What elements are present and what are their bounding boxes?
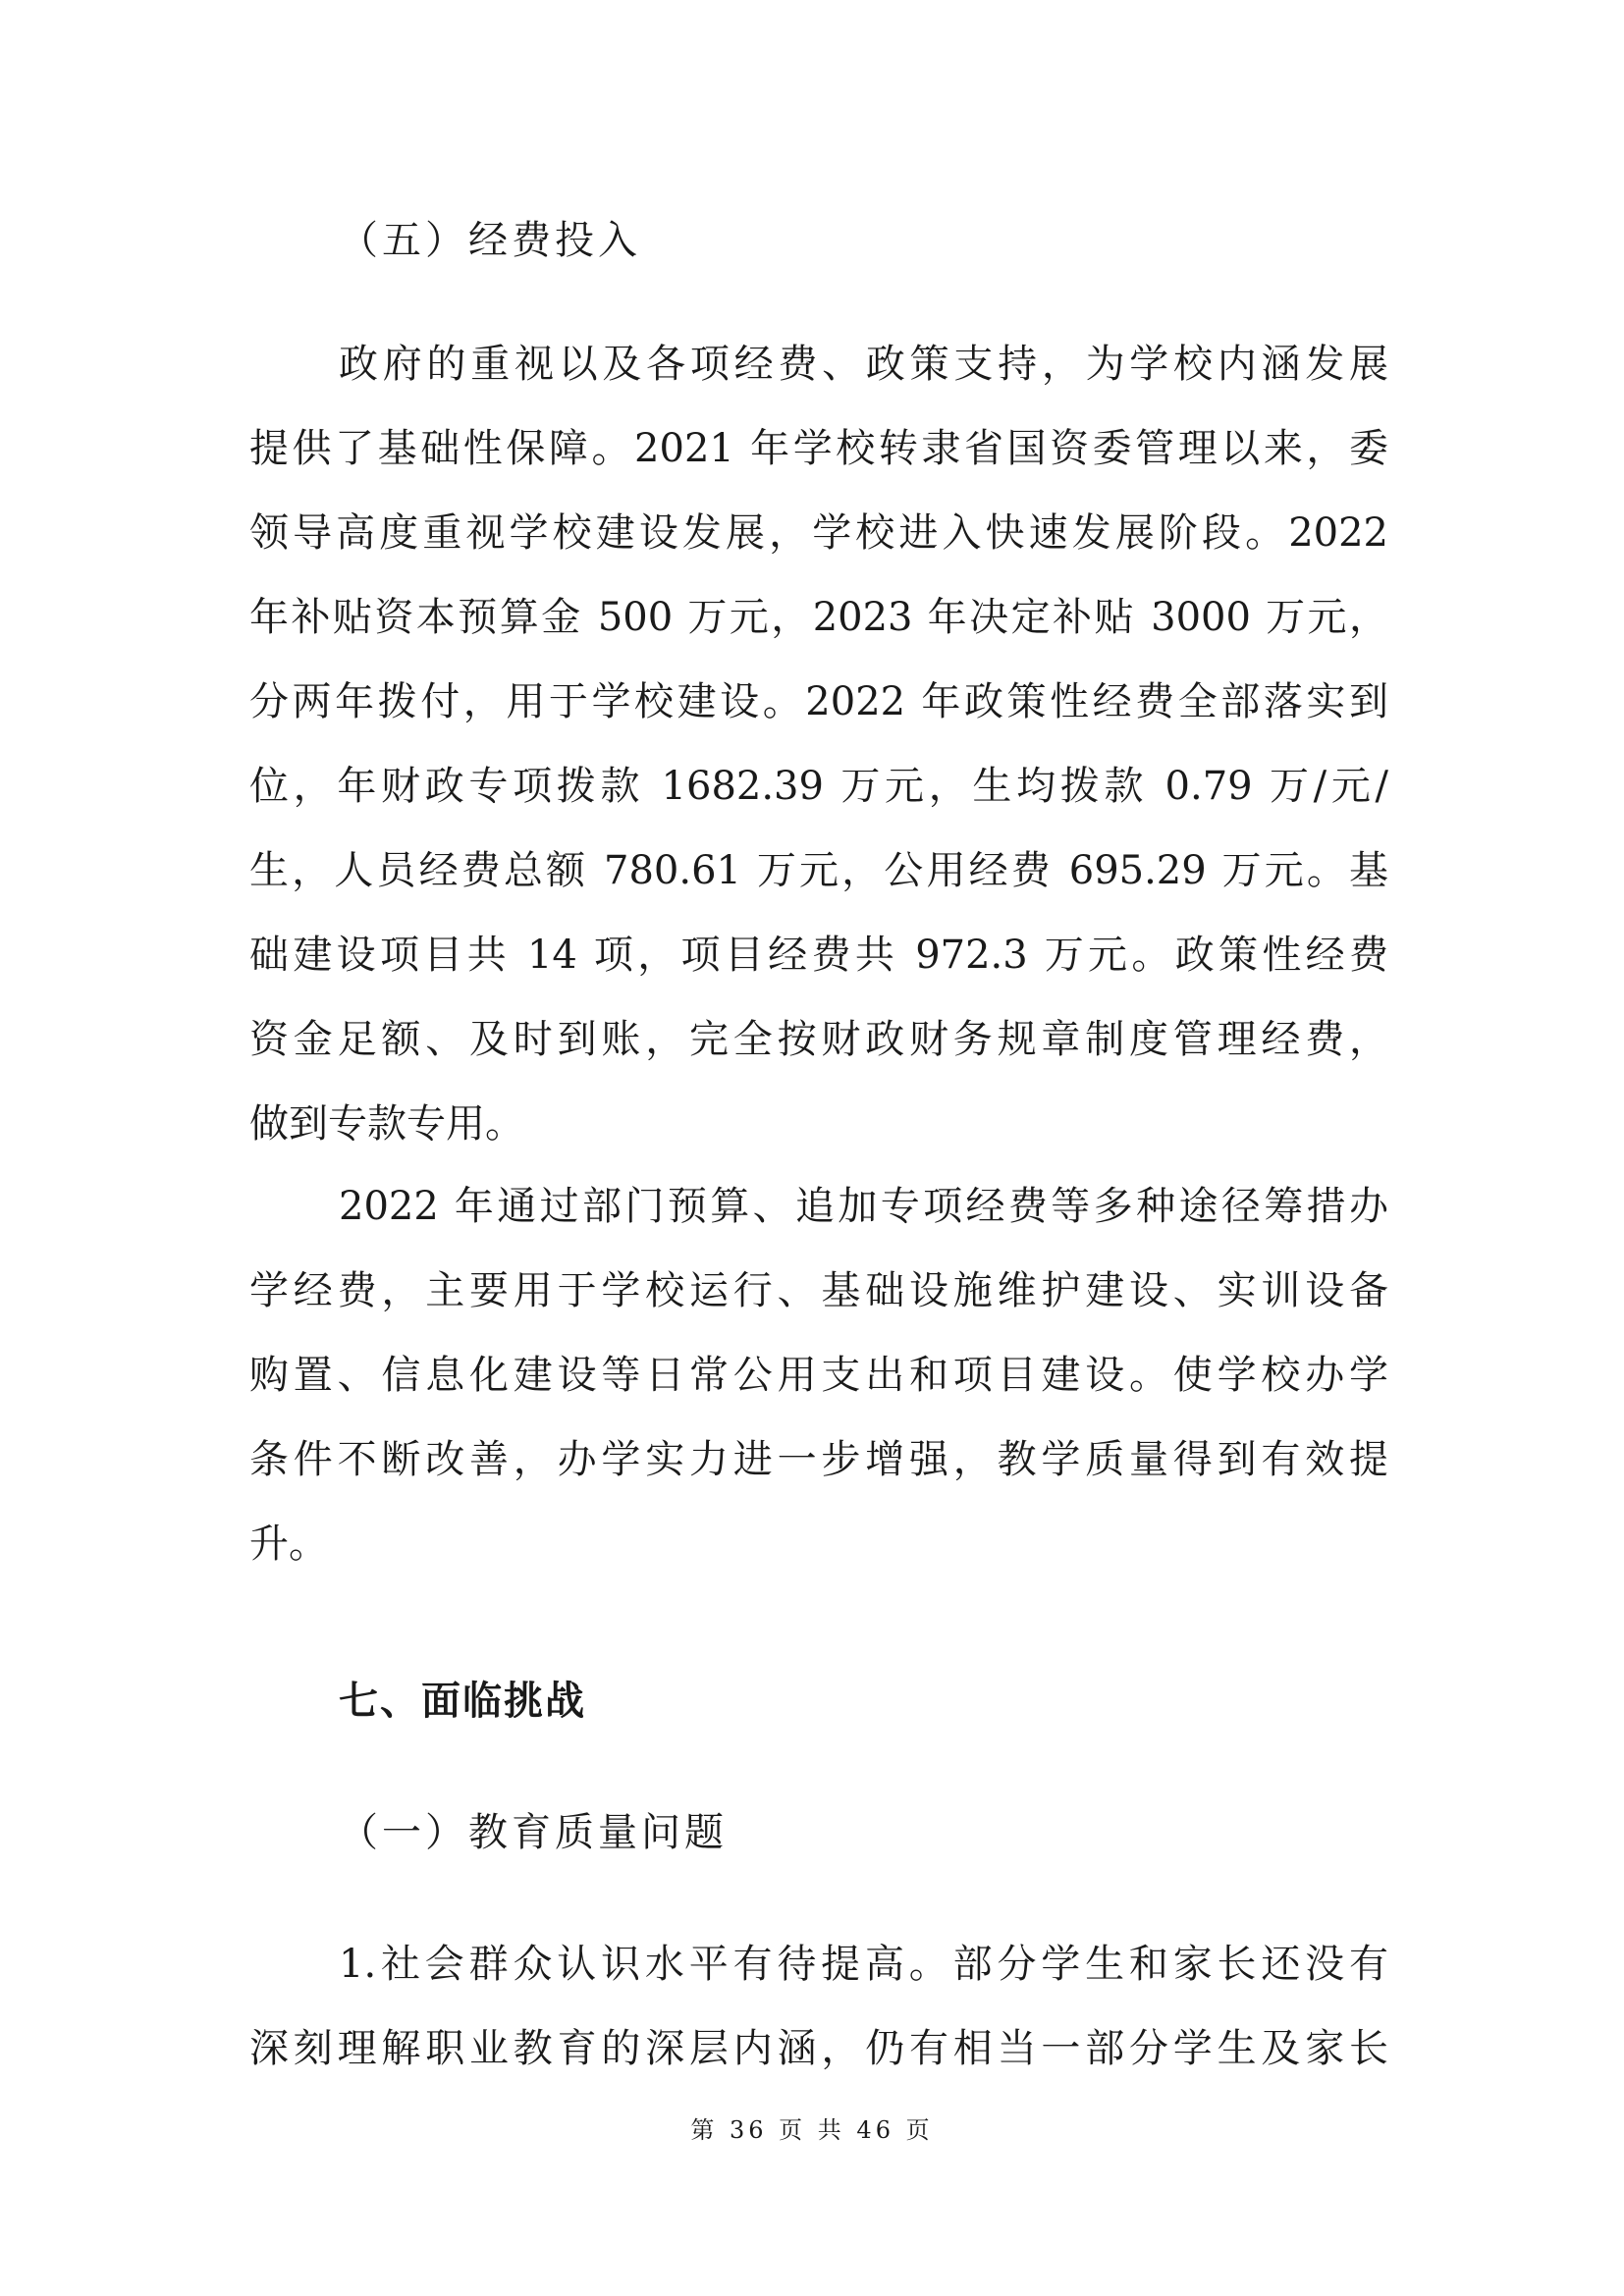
subsection-heading-education-quality: （一）教育质量问题 [339, 1810, 728, 1855]
paragraph-line: 位，年财政专项拨款 1682.39 万元，生均拨款 0.79 万/元/ [249, 764, 1388, 809]
paragraph-line: 分两年拨付，用于学校建设。2022 年政策性经费全部落实到 [249, 679, 1388, 724]
paragraph-line: 资金足额、及时到账，完全按财政财务规章制度管理经费， [249, 1017, 1388, 1062]
paragraph-line: 年补贴资本预算金 500 万元，2023 年决定补贴 3000 万元， [249, 595, 1388, 640]
section-heading-funding: （五）经费投入 [339, 218, 641, 263]
paragraph-public-awareness [249, 1922, 1388, 2091]
paragraph-line: 生，人员经费总额 780.61 万元，公用经费 695.29 万元。基 [249, 848, 1388, 893]
paragraph-line: 做到专款专用。 [249, 1101, 524, 1147]
page-footer: 第 36 页 共 46 页 [690, 2116, 934, 2144]
paragraph-funding-support [249, 322, 1388, 1166]
paragraph-line: 提供了基础性保障。2021 年学校转隶省国资委管理以来，委 [249, 426, 1388, 471]
chapter-heading-challenges: 七、面临挑战 [339, 1679, 586, 1724]
paragraph-line: 升。 [249, 1522, 328, 1567]
paragraph-line: 深刻理解职业教育的深层内涵，仍有相当一部分学生及家长 [249, 2026, 1388, 2071]
paragraph-line: 2022 年通过部门预算、追加专项经费等多种途径筹措办 [339, 1184, 1388, 1229]
paragraph-line: 础建设项目共 14 项，项目经费共 972.3 万元。政策性经费 [249, 933, 1388, 978]
paragraph-line: 1.社会群众认识水平有待提高。部分学生和家长还没有 [339, 1942, 1388, 1987]
paragraph-funding-usage [249, 1164, 1388, 1586]
paragraph-line: 学经费，主要用于学校运行、基础设施维护建设、实训设备 [249, 1268, 1388, 1313]
paragraph-line: 条件不断改善，办学实力进一步增强，教学质量得到有效提 [249, 1437, 1388, 1482]
paragraph-line: 领导高度重视学校建设发展，学校进入快速发展阶段。2022 [249, 510, 1388, 556]
paragraph-line: 政府的重视以及各项经费、政策支持，为学校内涵发展 [339, 342, 1388, 387]
paragraph-line: 购置、信息化建设等日常公用支出和项目建设。使学校办学 [249, 1353, 1388, 1398]
